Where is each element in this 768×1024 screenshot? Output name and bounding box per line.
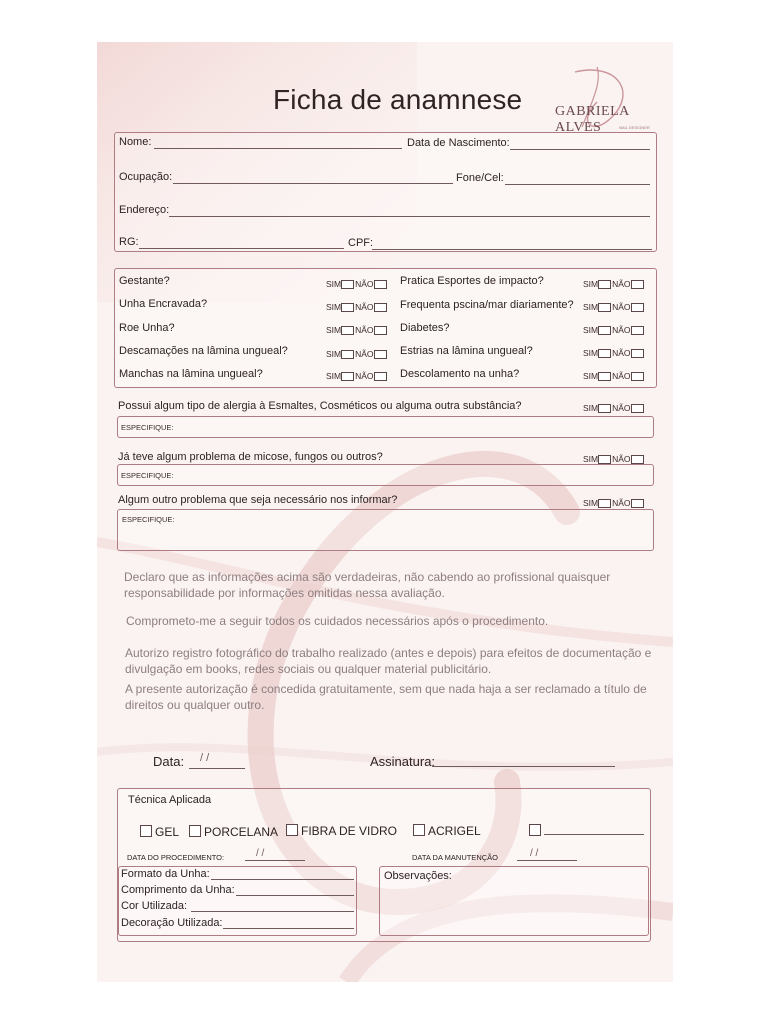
cpf-field[interactable] xyxy=(372,249,652,250)
cpf-label: CPF: xyxy=(348,237,374,249)
rg-label: RG: xyxy=(119,236,139,248)
ocupacao-field[interactable] xyxy=(173,183,453,184)
piscina-nao-checkbox[interactable] xyxy=(631,303,644,312)
procedure-date-slashes: / / xyxy=(256,848,265,859)
procedure-date-field[interactable] xyxy=(245,860,305,861)
signature-field[interactable] xyxy=(432,766,615,767)
unha-encravada-nao-checkbox[interactable] xyxy=(374,303,387,312)
cor-label: Cor Utilizada: xyxy=(121,900,188,912)
comprimento-label: Comprimento da Unha: xyxy=(121,884,235,896)
question-gestante: Gestante? xyxy=(119,275,170,287)
cor-field[interactable] xyxy=(191,911,354,912)
declaration-truth: Declaro que as informações acima são verdadeiras, não cabendo ao profissional quaisquer responsabilidade por informações omitidas nessa avaliação. xyxy=(124,570,611,600)
alergia-nao-checkbox[interactable] xyxy=(631,404,644,413)
nascimento-field[interactable] xyxy=(510,149,650,150)
micose-nao-checkbox[interactable] xyxy=(631,455,644,464)
technique-other-option[interactable] xyxy=(529,824,544,838)
declaration-care: Comprometo-me a seguir todos os cuidados necessários após o procedimento. xyxy=(126,614,549,628)
question-esportes: Pratica Esportes de impacto? xyxy=(400,275,544,287)
question-descolamento: Descolamento na unha? xyxy=(400,368,520,380)
question-outro: Algum outro problema que seja necessário nos informar? xyxy=(118,494,398,506)
question-alergia: Possui algum tipo de alergia à Esmaltes, Cosméticos ou alguma outra substância? xyxy=(118,400,522,412)
gestante-nao-checkbox[interactable] xyxy=(374,280,387,289)
gestante-options: SIM NÃO xyxy=(326,279,388,289)
date-field[interactable] xyxy=(189,768,245,769)
question-piscina: Frequenta pscina/mar diariamente? xyxy=(400,299,574,311)
outro-specify-label: ESPECIFIQUE: xyxy=(122,515,175,524)
date-label: Data: xyxy=(153,754,185,769)
unha-encravada-sim-checkbox[interactable] xyxy=(341,303,354,312)
descolamento-sim-checkbox[interactable] xyxy=(598,372,611,381)
outro-specify-field[interactable] xyxy=(117,509,654,551)
esportes-nao-checkbox[interactable] xyxy=(631,280,644,289)
roe-unha-nao-checkbox[interactable] xyxy=(374,326,387,335)
technique-gel-option[interactable]: GEL xyxy=(140,825,179,839)
alergia-specify-field[interactable] xyxy=(117,416,654,438)
maintenance-date-label: DATA DA MANUTENÇÃO xyxy=(412,853,498,862)
nome-label: Nome: xyxy=(119,136,152,148)
piscina-sim-checkbox[interactable] xyxy=(598,303,611,312)
estrias-nao-checkbox[interactable] xyxy=(631,349,644,358)
diabetes-sim-checkbox[interactable] xyxy=(598,326,611,335)
technique-fibra-option[interactable]: FIBRA DE VIDRO xyxy=(286,824,397,838)
question-roe-unha: Roe Unha? xyxy=(119,322,175,334)
micose-specify-field[interactable] xyxy=(117,464,654,486)
maintenance-date-slashes: / / xyxy=(530,848,539,859)
signature-label: Assinatura: xyxy=(370,754,436,769)
nome-field[interactable] xyxy=(154,148,402,149)
endereco-label: Endereço: xyxy=(119,204,170,216)
question-micose: Já teve algum problema de micose, fungos ou outros? xyxy=(118,451,383,463)
micose-specify-label: ESPECIFIQUE: xyxy=(121,471,174,480)
declaration-free-authorization: A presente autorização é concedida gratuitamente, sem que nada haja a ser reclamado a título de direitos ou qualquer outro. xyxy=(125,682,647,712)
ocupacao-label: Ocupação: xyxy=(119,171,173,183)
alergia-options: SIM NÃO xyxy=(583,403,645,413)
roe-unha-sim-checkbox[interactable] xyxy=(341,326,354,335)
descamacoes-options: SIM NÃO xyxy=(326,349,388,359)
other-technique-field[interactable] xyxy=(544,834,644,835)
formato-field[interactable] xyxy=(211,879,354,880)
alergia-specify-label: ESPECIFIQUE: xyxy=(121,423,174,432)
descamacoes-nao-checkbox[interactable] xyxy=(374,350,387,359)
maintenance-date-field[interactable] xyxy=(517,860,577,861)
outro-sim-checkbox[interactable] xyxy=(598,499,611,508)
esportes-options: SIM NÃO xyxy=(583,279,645,289)
fone-label: Fone/Cel: xyxy=(456,172,504,184)
technique-acrigel-option[interactable]: ACRIGEL xyxy=(413,824,481,838)
personal-data-section xyxy=(114,132,657,252)
endereco-field[interactable] xyxy=(169,216,650,217)
descamacoes-sim-checkbox[interactable] xyxy=(341,350,354,359)
decoracao-label: Decoração Utilizada: xyxy=(121,917,223,929)
unha-encravada-options: SIM NÃO xyxy=(326,302,388,312)
nascimento-label: Data de Nascimento: xyxy=(407,137,510,149)
question-manchas: Manchas na lâmina ungueal? xyxy=(119,368,263,380)
formato-label: Formato da Unha: xyxy=(121,868,210,880)
question-descamacoes: Descamações na lâmina ungueal? xyxy=(119,345,288,357)
descolamento-options: SIM NÃO xyxy=(583,371,645,381)
technique-title: Técnica Aplicada xyxy=(128,794,212,806)
technique-porcelana-option[interactable]: PORCELANA xyxy=(189,825,278,839)
acrigel-checkbox[interactable] xyxy=(413,824,425,836)
piscina-options: SIM NÃO xyxy=(583,302,645,312)
estrias-sim-checkbox[interactable] xyxy=(598,349,611,358)
question-diabetes: Diabetes? xyxy=(400,322,450,334)
gestante-sim-checkbox[interactable] xyxy=(341,280,354,289)
diabetes-options: SIM NÃO xyxy=(583,325,645,335)
roe-unha-options: SIM NÃO xyxy=(326,325,388,335)
declaration-photo-authorization: Autorizo registro fotográfico do trabalho realizado (antes e depois) para efeitos de documentação e divulgação em books, redes sociais ou qualquer material publicitário. xyxy=(125,646,652,676)
alergia-sim-checkbox[interactable] xyxy=(598,404,611,413)
estrias-options: SIM NÃO xyxy=(583,348,645,358)
observations-label: Observações: xyxy=(384,870,452,882)
outro-nao-checkbox[interactable] xyxy=(631,499,644,508)
outro-options: SIM NÃO xyxy=(583,498,645,508)
procedure-date-label: DATA DO PROCEDIMENTO: xyxy=(127,853,225,862)
manchas-options: SIM NÃO xyxy=(326,371,388,381)
brand-subtitle: NAIL DESIGNER xyxy=(619,125,650,130)
micose-options: SIM NÃO xyxy=(583,454,645,464)
diabetes-nao-checkbox[interactable] xyxy=(631,326,644,335)
decoracao-field[interactable] xyxy=(223,928,354,929)
manchas-nao-checkbox[interactable] xyxy=(374,372,387,381)
esportes-sim-checkbox[interactable] xyxy=(598,280,611,289)
gel-checkbox[interactable] xyxy=(140,825,152,837)
page-title: Ficha de anamnese xyxy=(273,84,523,115)
question-estrias: Estrias na lâmina ungueal? xyxy=(400,345,533,357)
brand-logo: GABRIELA ALVES xyxy=(555,104,629,135)
date-slashes: / / xyxy=(200,752,210,764)
descolamento-nao-checkbox[interactable] xyxy=(631,372,644,381)
other-technique-checkbox[interactable] xyxy=(529,824,541,836)
manchas-sim-checkbox[interactable] xyxy=(341,372,354,381)
porcelana-checkbox[interactable] xyxy=(189,825,201,837)
fone-field[interactable] xyxy=(505,184,650,185)
anamnesis-form-sheet xyxy=(97,42,673,982)
comprimento-field[interactable] xyxy=(236,895,354,896)
question-unha-encravada: Unha Encravada? xyxy=(119,298,208,310)
micose-sim-checkbox[interactable] xyxy=(598,455,611,464)
rg-field[interactable] xyxy=(139,248,344,249)
fibra-checkbox[interactable] xyxy=(286,824,298,836)
